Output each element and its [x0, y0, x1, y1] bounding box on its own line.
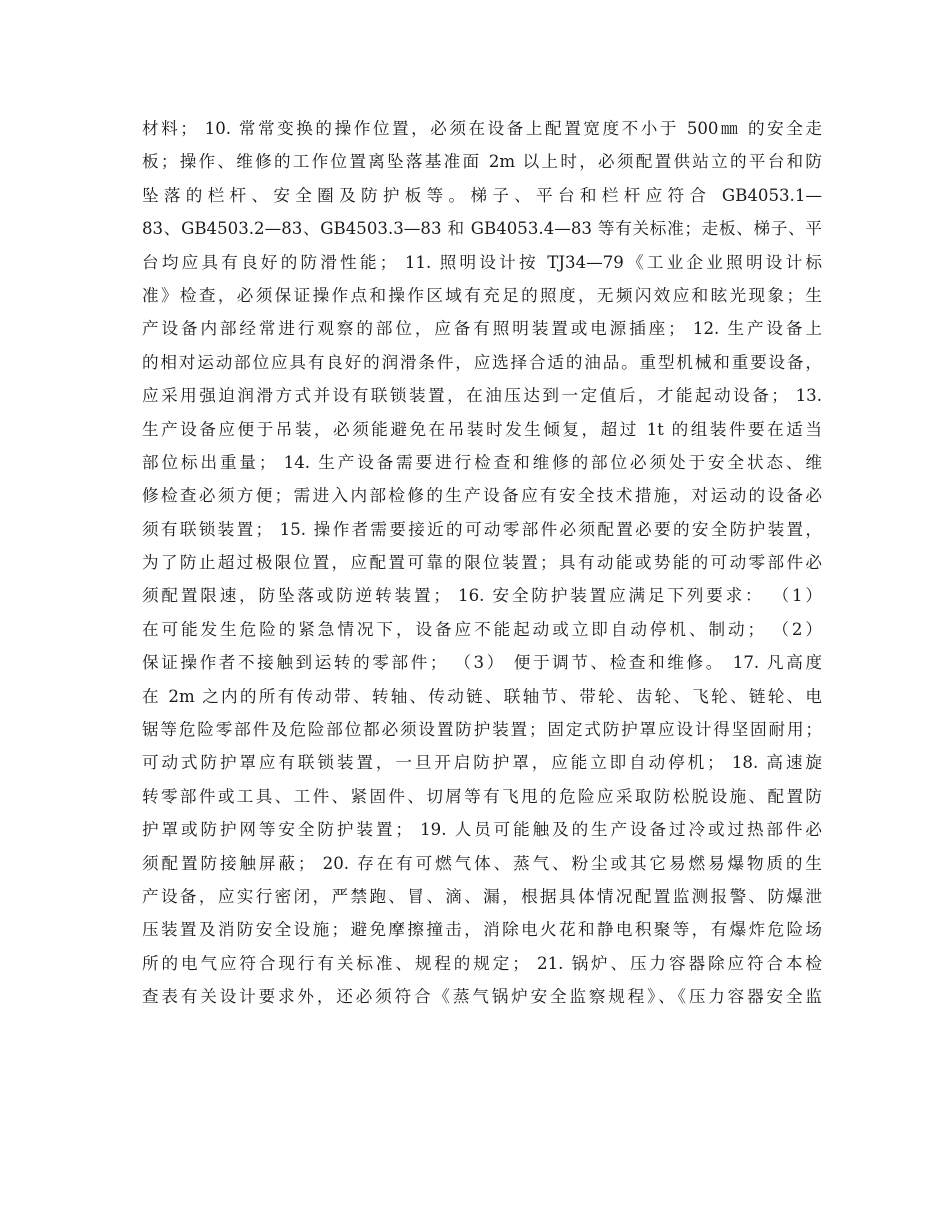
text-line: 压装置及消防安全设施；避免摩擦撞击，消除电火花和静电积聚等，有爆炸危险场: [142, 920, 822, 940]
text-line: 部位标出重量； 14. 生产设备需要进行检查和维修的部位必须处于安全状态、维: [142, 452, 822, 472]
text-line: 护罩或防护网等安全防护装置； 19. 人员可能触及的生产设备过冷或过热部件必: [142, 820, 822, 840]
text-line: 准》检查，必须保证操作点和操作区域有充足的照度，无频闪效应和眩光现象；生: [142, 285, 822, 305]
text-line: 须有联锁装置； 15. 操作者需要接近的可动零部件必须配置必要的安全防护装置，: [142, 519, 822, 539]
text-line: 修检查必须方便；需进入内部检修的生产设备应有安全技术措施，对运动的设备必: [142, 486, 822, 506]
text-line: 须配置限速，防坠落或防逆转装置； 16. 安全防护装置应满足下列要求： （1）: [142, 586, 822, 606]
text-line: 在 2m 之内的所有传动带、转轴、传动链、联轴节、带轮、齿轮、飞轮、链轮、电: [142, 686, 822, 706]
text-line: 为了防止超过极限位置，应配置可靠的限位装置；具有动能或势能的可动零部件必: [142, 553, 822, 573]
text-line: 台均应具有良好的防滑性能； 11. 照明设计按 TJ34—79《工业企业照明设计标: [142, 252, 822, 272]
text-line: 产设备，应实行密闭，严禁跑、冒、滴、漏，根据具体情况配置监测报警、防爆泄: [142, 886, 822, 906]
text-line: 在可能发生危险的紧急情况下，设备应不能起动或立即自动停机、制动； （2）: [142, 619, 822, 639]
text-line: 的相对运动部位应具有良好的润滑条件，应选择合适的油品。重型机械和重要设备，: [142, 352, 822, 372]
text-line: 板；操作、维修的工作位置离坠落基准面 2m 以上时，必须配置供站立的平台和防: [142, 152, 822, 172]
text-line: 坠落的栏杆、安全圈及防护板等。梯子、平台和栏杆应符合 GB4053.1—: [142, 185, 822, 205]
text-line: 可动式防护罩应有联锁装置，一旦开启防护罩，应能立即自动停机； 18. 高速旋: [142, 753, 822, 773]
text-line: 83、GB4503.2—83、GB4503.3—83 和 GB4053.4—83 等有关标准；走板、梯子、平: [142, 219, 822, 239]
text-line: 生产设备应便于吊装，必须能避免在吊装时发生倾复，超过 1t 的组装件要在适当: [142, 419, 822, 439]
text-line: 须配置防接触屏蔽； 20. 存在有可燃气体、蒸气、粉尘或其它易燃易爆物质的生: [142, 853, 822, 873]
text-line: 查表有关设计要求外，还必须符合《蒸气锅炉安全监察规程》、《压力容器安全监: [142, 987, 822, 1007]
body-text: [142, 112, 822, 1014]
text-line: 产设备内部经常进行观察的部位，应备有照明装置或电源插座； 12. 生产设备上: [142, 319, 822, 339]
text-line: 所的电气应符合现行有关标准、规程的规定； 21. 锅炉、压力容器除应符合本检: [142, 953, 822, 973]
text-line: 转零部件或工具、工件、紧固件、切屑等有飞甩的危险应采取防松脱设施、配置防: [142, 786, 822, 806]
text-line: 材料； 10. 常常变换的操作位置，必须在设备上配置宽度不小于 500㎜ 的安全走: [142, 119, 822, 138]
text-line: 锯等危险零部件及危险部位都必须设置防护装置；固定式防护罩应设计得坚固耐用；: [142, 720, 822, 740]
text-line: 应采用强迫润滑方式并设有联锁装置，在油压达到一定值后，才能起动设备； 13.: [142, 386, 822, 406]
text-line: 保证操作者不接触到运转的零部件； （3） 便于调节、检查和维修。 17. 凡高度: [142, 653, 822, 673]
